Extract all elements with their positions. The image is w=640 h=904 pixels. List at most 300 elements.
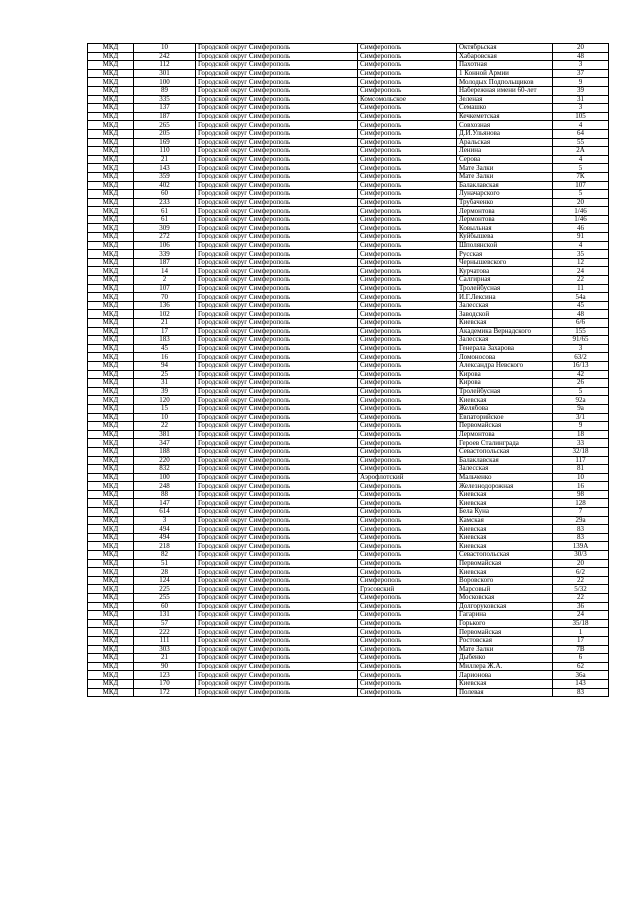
locality-cell: Симферополь — [358, 336, 457, 345]
house-cell: 3 — [553, 344, 609, 353]
street-cell: Балаклавская — [457, 456, 553, 465]
table-row — [88, 439, 609, 448]
type-cell: МКД — [88, 172, 134, 181]
locality-cell: Симферополь — [358, 258, 457, 267]
locality-cell: Симферополь — [358, 215, 457, 224]
number-cell: 22 — [134, 422, 196, 431]
table-row — [88, 69, 609, 78]
table-row — [88, 379, 609, 388]
type-cell: МКД — [88, 611, 134, 620]
locality-cell: Симферополь — [358, 594, 457, 603]
table-row — [88, 129, 609, 138]
street-cell: Лермонтова — [457, 215, 553, 224]
table-row — [88, 207, 609, 216]
street-cell: Желябова — [457, 404, 553, 413]
locality-cell: Симферополь — [358, 327, 457, 336]
street-cell: Киевская — [457, 568, 553, 577]
house-cell: 3/1 — [553, 413, 609, 422]
locality-cell: Симферополь — [358, 465, 457, 474]
table-row — [88, 611, 609, 620]
type-cell: МКД — [88, 129, 134, 138]
district-cell: Городской округ Симферополь — [196, 396, 358, 405]
street-cell: Первомайская — [457, 628, 553, 637]
number-cell: 110 — [134, 147, 196, 156]
number-cell: 359 — [134, 172, 196, 181]
type-cell: МКД — [88, 413, 134, 422]
locality-cell: Симферополь — [358, 413, 457, 422]
house-cell: 1/46 — [553, 215, 609, 224]
locality-cell: Симферополь — [358, 404, 457, 413]
locality-cell: Симферополь — [358, 172, 457, 181]
table-row — [88, 319, 609, 328]
table-row — [88, 499, 609, 508]
street-cell: Кечкеметская — [457, 112, 553, 121]
street-cell: Героев Сталинграда — [457, 439, 553, 448]
type-cell: МКД — [88, 327, 134, 336]
street-cell: Первомайская — [457, 422, 553, 431]
house-cell: 22 — [553, 594, 609, 603]
locality-cell: Симферополь — [358, 387, 457, 396]
number-cell: 70 — [134, 293, 196, 302]
district-cell: Городской округ Симферополь — [196, 301, 358, 310]
type-cell: МКД — [88, 233, 134, 242]
type-cell: МКД — [88, 525, 134, 534]
house-cell: 26 — [553, 379, 609, 388]
type-cell: МКД — [88, 344, 134, 353]
table-row — [88, 86, 609, 95]
locality-cell: Симферополь — [358, 224, 457, 233]
street-cell: Евпаторийское — [457, 413, 553, 422]
house-cell: 36а — [553, 671, 609, 680]
number-cell: 39 — [134, 387, 196, 396]
street-cell: Горького — [457, 619, 553, 628]
locality-cell: Симферополь — [358, 499, 457, 508]
number-cell: 402 — [134, 181, 196, 190]
table-row — [88, 215, 609, 224]
house-cell: 83 — [553, 533, 609, 542]
table-row — [88, 636, 609, 645]
number-cell: 339 — [134, 250, 196, 259]
table-row — [88, 155, 609, 164]
number-cell: 614 — [134, 508, 196, 517]
house-cell: 10 — [553, 473, 609, 482]
number-cell: 347 — [134, 439, 196, 448]
street-cell: Гагарина — [457, 611, 553, 620]
district-cell: Городской округ Симферополь — [196, 61, 358, 70]
district-cell: Городской округ Симферополь — [196, 155, 358, 164]
type-cell: МКД — [88, 551, 134, 560]
street-cell: Дыбенко — [457, 654, 553, 663]
house-cell: 143 — [553, 679, 609, 688]
house-cell: 128 — [553, 499, 609, 508]
type-cell: МКД — [88, 447, 134, 456]
type-cell: МКД — [88, 190, 134, 199]
house-cell: 63/2 — [553, 353, 609, 362]
street-cell: Севастопольская — [457, 551, 553, 560]
locality-cell: Симферополь — [358, 516, 457, 525]
table-row — [88, 293, 609, 302]
district-cell: Городской округ Симферополь — [196, 499, 358, 508]
district-cell: Городской округ Симферополь — [196, 370, 358, 379]
table-row — [88, 568, 609, 577]
district-cell: Городской округ Симферополь — [196, 353, 358, 362]
street-cell: Совхозная — [457, 121, 553, 130]
type-cell: МКД — [88, 181, 134, 190]
locality-cell: Симферополь — [358, 276, 457, 285]
number-cell: 51 — [134, 559, 196, 568]
street-cell: Семашко — [457, 104, 553, 113]
district-cell: Городской округ Симферополь — [196, 602, 358, 611]
number-cell: 124 — [134, 576, 196, 585]
type-cell: МКД — [88, 508, 134, 517]
street-cell: Севастопольская — [457, 447, 553, 456]
locality-cell: Симферополь — [358, 370, 457, 379]
table-row — [88, 164, 609, 173]
locality-cell: Симферополь — [358, 69, 457, 78]
table-row — [88, 181, 609, 190]
table-row — [88, 370, 609, 379]
street-cell: Миллера Ж.А. — [457, 662, 553, 671]
type-cell: МКД — [88, 138, 134, 147]
type-cell: МКД — [88, 473, 134, 482]
number-cell: 183 — [134, 336, 196, 345]
district-cell: Городской округ Симферополь — [196, 276, 358, 285]
locality-cell: Симферополь — [358, 44, 457, 53]
house-cell: 55 — [553, 138, 609, 147]
table-row — [88, 224, 609, 233]
street-cell: Чернышевского — [457, 258, 553, 267]
locality-cell: Аэрофлотский — [358, 473, 457, 482]
number-cell: 123 — [134, 671, 196, 680]
number-cell: 25 — [134, 370, 196, 379]
number-cell: 309 — [134, 224, 196, 233]
table-row — [88, 61, 609, 70]
number-cell: 2 — [134, 276, 196, 285]
type-cell: МКД — [88, 250, 134, 259]
locality-cell: Симферополь — [358, 422, 457, 431]
table-row — [88, 172, 609, 181]
house-cell: 39 — [553, 86, 609, 95]
table-row — [88, 628, 609, 637]
street-cell: Полевая — [457, 688, 553, 697]
district-cell: Городской округ Симферополь — [196, 361, 358, 370]
type-cell: МКД — [88, 198, 134, 207]
street-cell: Долгоруковская — [457, 602, 553, 611]
street-cell: Д.И.Ульянова — [457, 129, 553, 138]
street-cell: Воровского — [457, 576, 553, 585]
district-cell: Городской округ Симферополь — [196, 344, 358, 353]
house-cell: 11 — [553, 284, 609, 293]
district-cell: Городской округ Симферополь — [196, 439, 358, 448]
district-cell: Городской округ Симферополь — [196, 585, 358, 594]
street-cell: Октябрьская — [457, 44, 553, 53]
type-cell: МКД — [88, 465, 134, 474]
house-cell: 45 — [553, 301, 609, 310]
street-cell: Кирова — [457, 379, 553, 388]
street-cell: Мальченко — [457, 473, 553, 482]
number-cell: 242 — [134, 52, 196, 61]
district-cell: Городской округ Симферополь — [196, 542, 358, 551]
street-cell: Ларионова — [457, 671, 553, 680]
type-cell: МКД — [88, 301, 134, 310]
street-cell: Трубаченко — [457, 198, 553, 207]
locality-cell: Симферополь — [358, 310, 457, 319]
district-cell: Городской округ Симферополь — [196, 327, 358, 336]
locality-cell: Симферополь — [358, 138, 457, 147]
district-cell: Городской округ Симферополь — [196, 559, 358, 568]
type-cell: МКД — [88, 542, 134, 551]
table-row — [88, 310, 609, 319]
house-cell: 12 — [553, 258, 609, 267]
type-cell: МКД — [88, 482, 134, 491]
house-cell: 31 — [553, 95, 609, 104]
house-cell: 117 — [553, 456, 609, 465]
type-cell: МКД — [88, 319, 134, 328]
number-cell: 222 — [134, 628, 196, 637]
house-cell: 22 — [553, 276, 609, 285]
district-cell: Городской округ Симферополь — [196, 172, 358, 181]
number-cell: 31 — [134, 379, 196, 388]
house-cell: 17 — [553, 636, 609, 645]
street-cell: Набережная имени 60-лет — [457, 86, 553, 95]
house-cell: 62 — [553, 662, 609, 671]
street-cell: Шполянской — [457, 241, 553, 250]
type-cell: МКД — [88, 430, 134, 439]
locality-cell: Симферополь — [358, 396, 457, 405]
locality-cell: Симферополь — [358, 602, 457, 611]
house-cell: 9 — [553, 78, 609, 87]
number-cell: 10 — [134, 413, 196, 422]
district-cell: Городской округ Симферополь — [196, 465, 358, 474]
table-row — [88, 198, 609, 207]
number-cell: 45 — [134, 344, 196, 353]
house-cell: 1 — [553, 628, 609, 637]
table-row — [88, 413, 609, 422]
locality-cell: Симферополь — [358, 447, 457, 456]
house-cell: 91/65 — [553, 336, 609, 345]
type-cell: МКД — [88, 215, 134, 224]
locality-cell: Комсомольское — [358, 95, 457, 104]
number-cell: 21 — [134, 654, 196, 663]
type-cell: МКД — [88, 258, 134, 267]
number-cell: 10 — [134, 44, 196, 53]
type-cell: МКД — [88, 276, 134, 285]
street-cell: Киевская — [457, 490, 553, 499]
locality-cell: Симферополь — [358, 319, 457, 328]
house-cell: 18 — [553, 430, 609, 439]
district-cell: Городской округ Симферополь — [196, 490, 358, 499]
district-cell: Городской округ Симферополь — [196, 112, 358, 121]
district-cell: Городской округ Симферополь — [196, 78, 358, 87]
number-cell: 94 — [134, 361, 196, 370]
number-cell: 102 — [134, 310, 196, 319]
type-cell: МКД — [88, 456, 134, 465]
district-cell: Городской округ Симферополь — [196, 525, 358, 534]
district-cell: Городской округ Симферополь — [196, 215, 358, 224]
house-cell: 24 — [553, 267, 609, 276]
house-cell: 5 — [553, 190, 609, 199]
street-cell: Академика Вернадского — [457, 327, 553, 336]
number-cell: 16 — [134, 353, 196, 362]
locality-cell: Симферополь — [358, 86, 457, 95]
number-cell: 137 — [134, 104, 196, 113]
house-cell: 9а — [553, 404, 609, 413]
type-cell: МКД — [88, 379, 134, 388]
street-cell: Зеленая — [457, 95, 553, 104]
street-cell: Первомайская — [457, 559, 553, 568]
district-cell: Городской округ Симферополь — [196, 508, 358, 517]
type-cell: МКД — [88, 396, 134, 405]
table-row — [88, 104, 609, 113]
district-cell: Городской округ Симферополь — [196, 404, 358, 413]
number-cell: 100 — [134, 473, 196, 482]
table-row — [88, 121, 609, 130]
district-cell: Городской округ Симферополь — [196, 430, 358, 439]
street-cell: Ростовская — [457, 636, 553, 645]
number-cell: 60 — [134, 190, 196, 199]
district-cell: Городской округ Симферополь — [196, 619, 358, 628]
table-row — [88, 645, 609, 654]
table-row — [88, 361, 609, 370]
type-cell: МКД — [88, 490, 134, 499]
type-cell: МКД — [88, 284, 134, 293]
locality-cell: Симферополь — [358, 112, 457, 121]
table-row — [88, 619, 609, 628]
table-row — [88, 78, 609, 87]
type-cell: МКД — [88, 439, 134, 448]
locality-cell: Симферополь — [358, 533, 457, 542]
house-cell: 7К — [553, 172, 609, 181]
house-cell: 1/46 — [553, 207, 609, 216]
street-cell: Пахотная — [457, 61, 553, 70]
locality-cell: Симферополь — [358, 628, 457, 637]
district-cell: Городской округ Симферополь — [196, 250, 358, 259]
district-cell: Городской округ Симферополь — [196, 164, 358, 173]
number-cell: 60 — [134, 602, 196, 611]
locality-cell: Симферополь — [358, 679, 457, 688]
street-cell: Курчатова — [457, 267, 553, 276]
district-cell: Городской округ Симферополь — [196, 198, 358, 207]
street-cell: Балаклавская — [457, 181, 553, 190]
locality-cell: Симферополь — [358, 198, 457, 207]
type-cell: МКД — [88, 353, 134, 362]
number-cell: 169 — [134, 138, 196, 147]
number-cell: 14 — [134, 267, 196, 276]
house-cell: 37 — [553, 69, 609, 78]
locality-cell: Симферополь — [358, 129, 457, 138]
street-cell: Железнодорожная — [457, 482, 553, 491]
type-cell: МКД — [88, 619, 134, 628]
number-cell: 170 — [134, 679, 196, 688]
table-row — [88, 147, 609, 156]
type-cell: МКД — [88, 121, 134, 130]
locality-cell: Симферополь — [358, 181, 457, 190]
number-cell: 248 — [134, 482, 196, 491]
street-cell: Молодых Подпольщиков — [457, 78, 553, 87]
number-cell: 265 — [134, 121, 196, 130]
table-row — [88, 52, 609, 61]
number-cell: 205 — [134, 129, 196, 138]
type-cell: МКД — [88, 164, 134, 173]
number-cell: 218 — [134, 542, 196, 551]
street-cell: Киевская — [457, 525, 553, 534]
number-cell: 90 — [134, 662, 196, 671]
street-cell: Киевская — [457, 396, 553, 405]
type-cell: МКД — [88, 86, 134, 95]
house-cell: 16 — [553, 482, 609, 491]
district-cell: Городской округ Симферополь — [196, 379, 358, 388]
number-cell: 225 — [134, 585, 196, 594]
locality-cell: Симферополь — [358, 379, 457, 388]
locality-cell: Симферополь — [358, 654, 457, 663]
house-cell: 83 — [553, 525, 609, 534]
street-cell: Ленина — [457, 147, 553, 156]
street-cell: Ковыльная — [457, 224, 553, 233]
house-cell: 9 — [553, 422, 609, 431]
house-cell: 35 — [553, 250, 609, 259]
house-cell: 155 — [553, 327, 609, 336]
street-cell: Залесская — [457, 465, 553, 474]
locality-cell: Симферополь — [358, 361, 457, 370]
number-cell: 381 — [134, 430, 196, 439]
house-cell: 3 — [553, 61, 609, 70]
number-cell: 15 — [134, 404, 196, 413]
district-cell: Городской округ Симферополь — [196, 129, 358, 138]
house-cell: 54а — [553, 293, 609, 302]
number-cell: 172 — [134, 688, 196, 697]
number-cell: 21 — [134, 319, 196, 328]
type-cell: МКД — [88, 336, 134, 345]
type-cell: МКД — [88, 267, 134, 276]
table-row — [88, 430, 609, 439]
district-cell: Городской округ Симферополь — [196, 628, 358, 637]
house-cell: 48 — [553, 52, 609, 61]
table-row — [88, 533, 609, 542]
locality-cell: Грэсовский — [358, 585, 457, 594]
locality-cell: Симферополь — [358, 293, 457, 302]
number-cell: 3 — [134, 516, 196, 525]
locality-cell: Симферополь — [358, 551, 457, 560]
locality-cell: Симферополь — [358, 250, 457, 259]
street-cell: Мате Залки — [457, 164, 553, 173]
locality-cell: Симферополь — [358, 490, 457, 499]
type-cell: МКД — [88, 628, 134, 637]
district-cell: Городской округ Симферополь — [196, 456, 358, 465]
number-cell: 335 — [134, 95, 196, 104]
house-cell: 98 — [553, 490, 609, 499]
street-cell: Ломоносова — [457, 353, 553, 362]
street-cell: Хабаровская — [457, 52, 553, 61]
district-cell: Городской округ Симферополь — [196, 568, 358, 577]
number-cell: 100 — [134, 78, 196, 87]
street-cell: Тролейбусная — [457, 387, 553, 396]
street-cell: Александра Невского — [457, 361, 553, 370]
locality-cell: Симферополь — [358, 645, 457, 654]
district-cell: Городской округ Симферополь — [196, 645, 358, 654]
street-cell: И.Г.Лексина — [457, 293, 553, 302]
district-cell: Городской округ Симферополь — [196, 533, 358, 542]
locality-cell: Симферополь — [358, 542, 457, 551]
number-cell: 147 — [134, 499, 196, 508]
type-cell: МКД — [88, 224, 134, 233]
type-cell: МКД — [88, 61, 134, 70]
district-cell: Городской округ Симферополь — [196, 267, 358, 276]
type-cell: МКД — [88, 370, 134, 379]
number-cell: 143 — [134, 164, 196, 173]
table-row — [88, 276, 609, 285]
district-cell: Городской округ Симферополь — [196, 95, 358, 104]
district-cell: Городской округ Симферополь — [196, 636, 358, 645]
